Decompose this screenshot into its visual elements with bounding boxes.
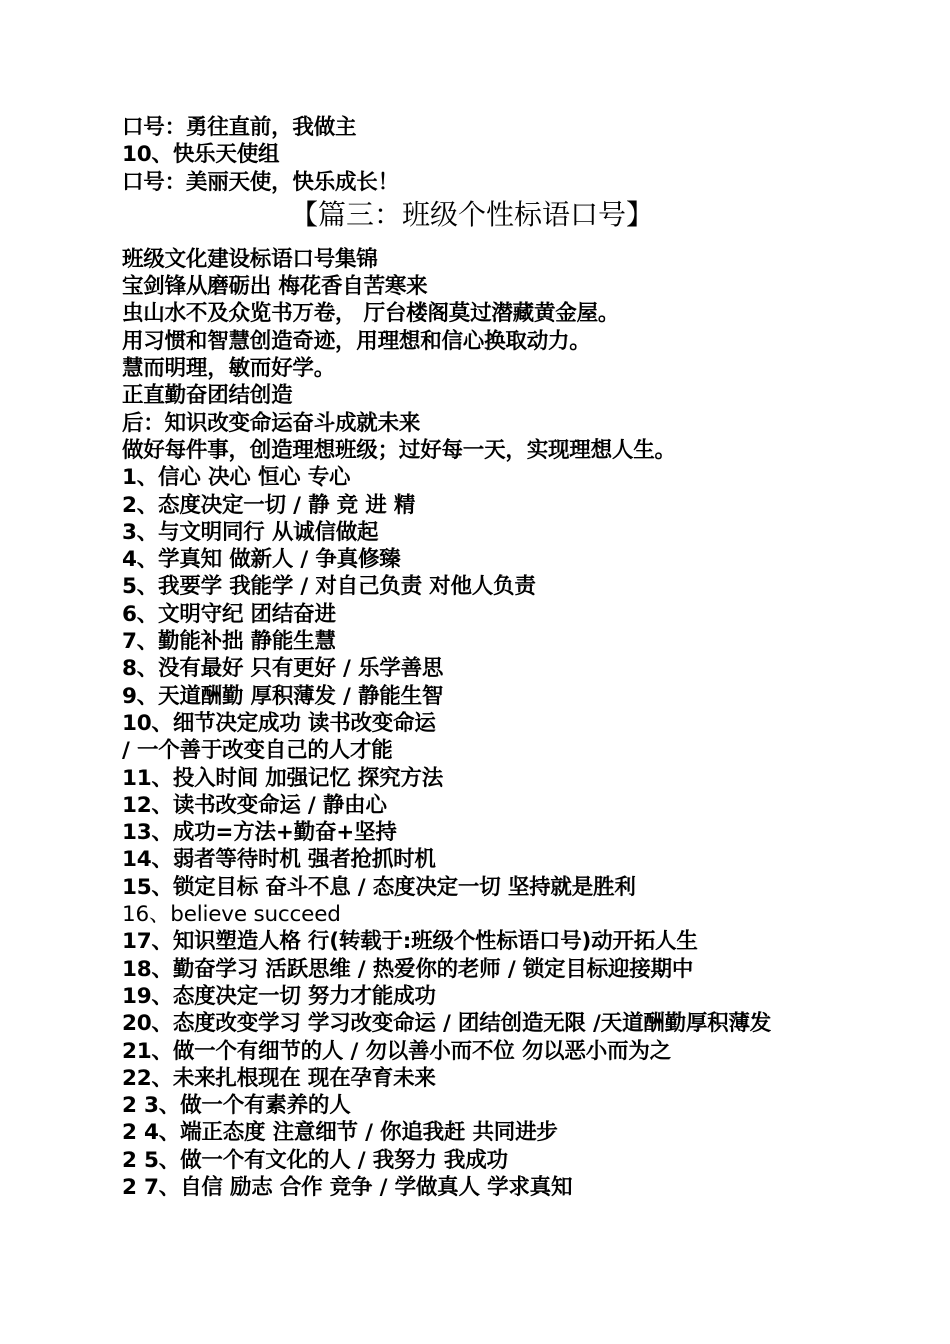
body-line: 用习惯和智慧创造奇迹，用理想和信心换取动力。 [122, 328, 591, 354]
list-item-continuation: / 一个善于改变自己的人才能 [122, 738, 393, 764]
list-item: 20、态度改变学习 学习改变命运 / 团结创造无限 /天道酬勤厚积薄发 [122, 1011, 772, 1037]
list-item: 18、勤奋学习 活跃思维 / 热爱你的老师 / 锁定目标迎接期中 [122, 956, 694, 982]
list-item: 2 4、端正态度 注意细节 / 你追我赶 共同进步 [122, 1120, 558, 1146]
list-item: 6、文明守纪 团结奋进 [122, 601, 336, 627]
body-line: 做好每件事，创造理想班级；过好每一天，实现理想人生。 [122, 437, 676, 463]
list-item: 10、细节决定成功 读书改变命运 [122, 710, 436, 736]
list-item: 2 5、做一个有文化的人 / 我努力 我成功 [122, 1147, 508, 1173]
list-item: 2 7、自信 励志 合作 竞争 / 学做真人 学求真知 [122, 1174, 573, 1200]
intro-line: 10、快乐天使组 [122, 142, 280, 168]
list-item: 2、态度决定一切 / 静 竞 进 精 [122, 492, 416, 518]
list-item: 15、锁定目标 奋斗不息 / 态度决定一切 坚持就是胜利 [122, 874, 636, 900]
list-item: 4、学真知 做新人 / 争真修臻 [122, 547, 401, 573]
document-content [122, 114, 922, 1201]
list-item: 5、我要学 我能学 / 对自己负责 对他人负责 [122, 574, 536, 600]
body-line: 后：知识改变命运奋斗成就未来 [122, 410, 421, 436]
list-item: 16、believe succeed [122, 902, 341, 928]
body-line: 虫山水不及众览书万卷， 厅台楼阁莫过潜藏黄金屋。 [122, 301, 620, 327]
list-item: 17、知识塑造人格 行(转载于:班级个性标语口号)动开拓人生 [122, 929, 698, 955]
body-line: 慧而明理，敏而好学。 [122, 356, 336, 382]
list-item: 9、天道酬勤 厚积薄发 / 静能生智 [122, 683, 444, 709]
list-item: 14、弱者等待时机 强者抢抓时机 [122, 847, 436, 873]
body-line: 正直勤奋团结创造 [122, 383, 293, 409]
section-heading: 【篇三：班级个性标语口号】 [289, 197, 654, 231]
list-item: 21、做一个有细节的人 / 勿以善小而不位 勿以恶小而为之 [122, 1038, 671, 1064]
list-item: 1、信心 决心 恒心 专心 [122, 465, 351, 491]
list-item: 22、未来扎根现在 现在孕育未来 [122, 1065, 436, 1091]
list-item: 3、与文明同行 从诚信做起 [122, 519, 379, 545]
list-item: 11、投入时间 加强记忆 探究方法 [122, 765, 443, 791]
body-line: 班级文化建设标语口号集锦 [122, 246, 378, 272]
body-line: 宝剑锋从磨砺出 梅花香自苦寒来 [122, 274, 428, 300]
list-item: 12、读书改变命运 / 静由心 [122, 792, 387, 818]
list-item: 8、没有最好 只有更好 / 乐学善思 [122, 656, 444, 682]
list-item: 13、成功=方法+勤奋+坚持 [122, 820, 397, 846]
list-item: 19、态度决定一切 努力才能成功 [122, 983, 436, 1009]
intro-line: 口号：美丽天使，快乐成长！ [122, 169, 399, 195]
list-item: 7、勤能补拙 静能生慧 [122, 629, 336, 655]
intro-line: 口号：勇往直前，我做主 [122, 115, 357, 140]
list-item: 2 3、做一个有素养的人 [122, 1093, 351, 1119]
